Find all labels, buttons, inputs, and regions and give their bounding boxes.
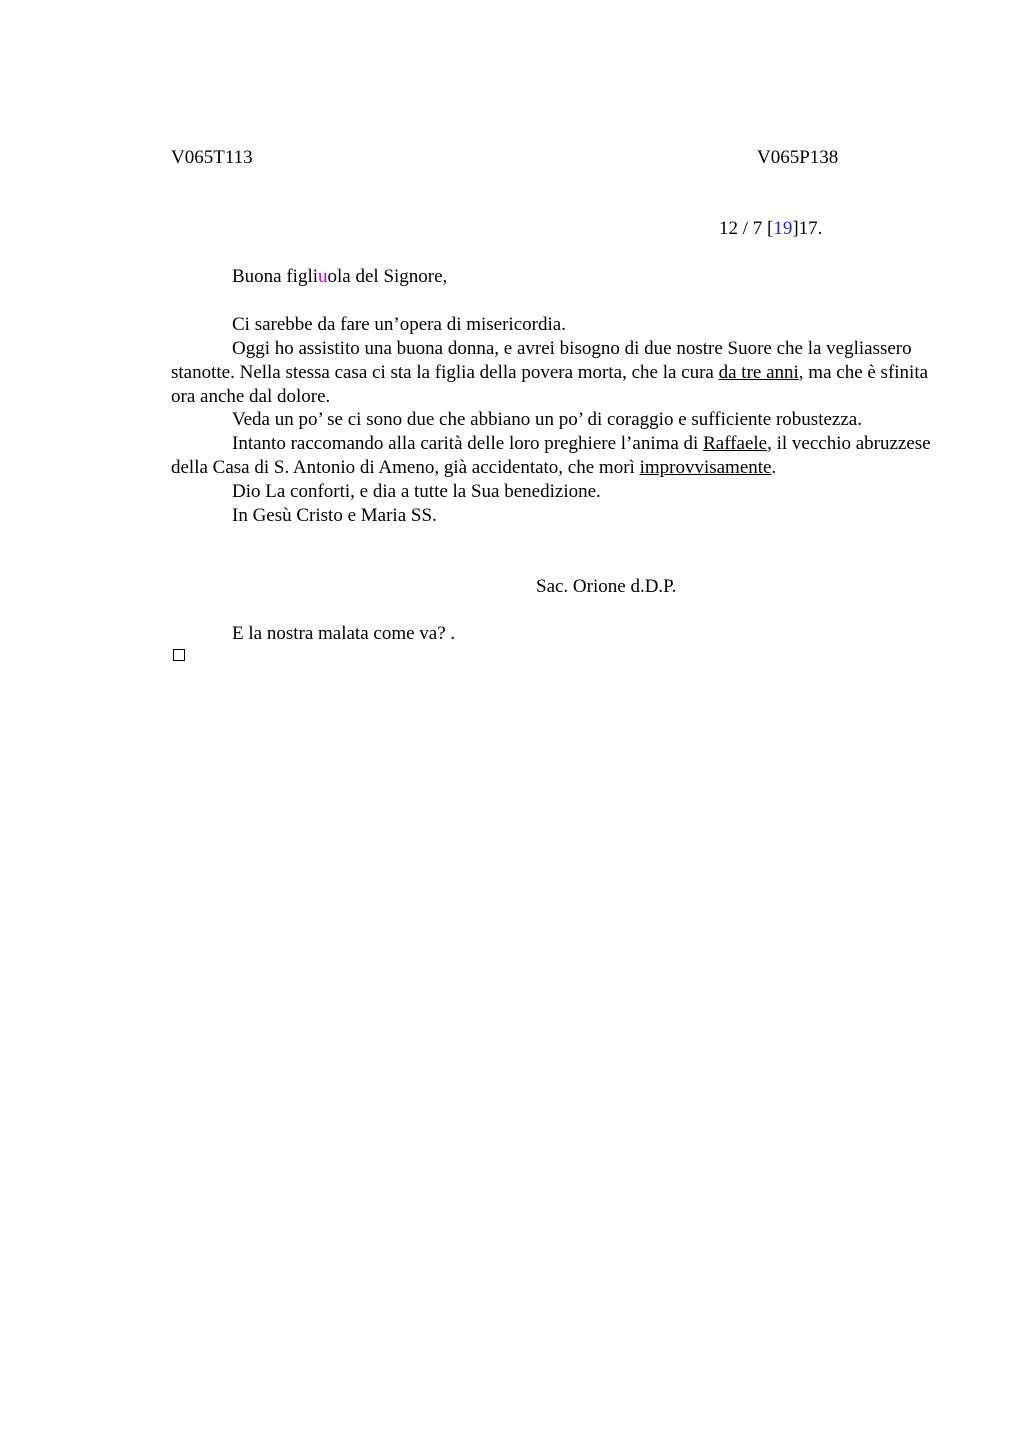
- paragraph-4-underlined-name: Raffaele: [703, 433, 768, 454]
- signature: Sac. Orione d.D.P.: [536, 576, 677, 597]
- paragraph-2-text-a: Oggi ho assistito una buona donna, e avrei bisogno di due nostre Suore che la vegliassero stanotte. Nella stessa casa ci sta la figlia della povera morta, che la cura: [171, 338, 912, 383]
- letter-date: [719, 217, 822, 241]
- paragraph-2-text-b: , ma che è sfinita ora anche dal dolore.: [171, 362, 929, 407]
- paragraph-6: In Gesù Cristo e Maria SS.: [232, 505, 437, 526]
- paragraph-5: Dio La conforti, e dia a tutte la Sua benedizione.: [232, 481, 601, 502]
- paragraph-2-underlined: da tre anni: [718, 362, 799, 383]
- checkbox-square-icon: [173, 649, 185, 661]
- header-right-code: V065P138: [757, 147, 839, 168]
- paragraph-4: [171, 432, 931, 480]
- postscript: E la nostra malata come va? .: [232, 623, 456, 644]
- paragraph-4-text-c: .: [771, 457, 777, 478]
- salutation-inserted-letter: u: [318, 266, 328, 287]
- date-inserted-year: 19: [773, 218, 793, 239]
- paragraph-1: Ci sarebbe da fare un’opera di misericordia.: [232, 314, 566, 335]
- paragraph-3: Veda un po’ se ci sono due che abbiano un po’ di coraggio e sufficiente robustezza.: [232, 409, 862, 430]
- paragraph-4-underlined-word: improvvisamente: [639, 457, 772, 478]
- date-suffix: ]17.: [792, 218, 823, 239]
- date-prefix: 12 / 7 [: [719, 218, 774, 239]
- salutation-part-1: Buona figli: [232, 266, 319, 287]
- salutation: [232, 265, 447, 289]
- paragraph-4-text-b: , il vecchio abruzzese della Casa di S. Antonio di Ameno, già accidentato, che morì: [171, 433, 931, 478]
- paragraph-2: [171, 337, 931, 409]
- header-left-code: V065T113: [171, 147, 253, 168]
- salutation-part-2: ola del Signore,: [327, 266, 448, 287]
- paragraph-4-text-a: Intanto raccomando alla carità delle loro preghiere l’anima di: [232, 433, 704, 454]
